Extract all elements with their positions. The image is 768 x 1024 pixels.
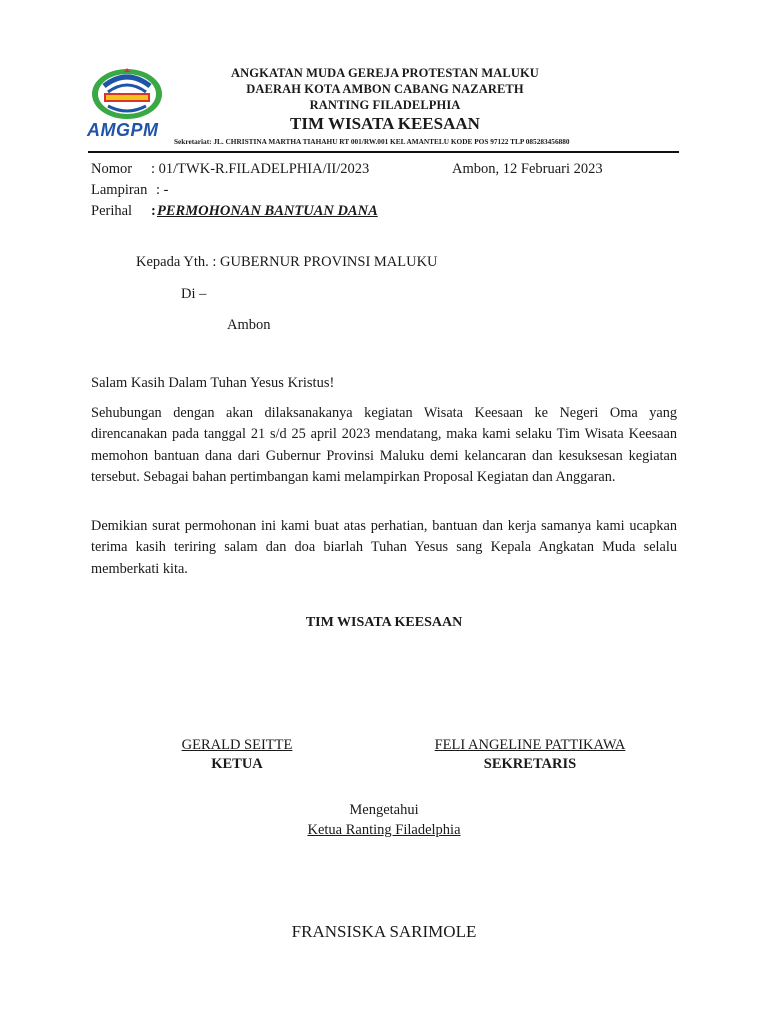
nomor-value: : 01/TWK-R.FILADELPHIA/II/2023: [151, 161, 370, 177]
letter-date: Ambon, 12 Februari 2023: [452, 161, 603, 177]
lampiran-value: : -: [156, 182, 169, 198]
left-signer-role: KETUA: [211, 756, 263, 772]
body-paragraph-2: Demikian surat permohonan ini kami buat atas perhatian, bantuan dan kerja samanya kami ucapkan terima kasih teriring salam dan doa biarlah Tuhan Yesus sang Kepala Angkatan Muda selalu memberkati kita.: [91, 518, 677, 577]
ranting-signer-name: FRANSISKA SARIMOLE: [291, 922, 477, 941]
right-signer-role: SEKRETARIS: [483, 756, 577, 772]
recipient-line: Kepada Yth. : GUBERNUR PROVINSI MALUKU: [136, 254, 438, 270]
logo-wordmark: AMGPM: [87, 120, 159, 140]
perihal-colon: :: [151, 203, 156, 219]
recipient-di: Di –: [181, 286, 207, 302]
perihal-value: PERMOHONAN BANTUAN DANA: [157, 203, 378, 219]
org-line-1: ANGKATAN MUDA GEREJA PROTESTAN MALUKU: [231, 66, 539, 80]
greeting: Salam Kasih Dalam Tuhan Yesus Kristus!: [91, 375, 335, 391]
header-divider: [88, 151, 679, 153]
mengetahui-label: Mengetahui: [349, 802, 419, 818]
ranting-role: Ketua Ranting Filadelphia: [307, 822, 461, 838]
nomor-label: Nomor: [91, 161, 133, 177]
org-line-2: DAERAH KOTA AMBON CABANG NAZARETH: [246, 82, 524, 96]
perihal-label: Perihal: [91, 203, 133, 219]
right-signer-name: FELI ANGELINE PATTIKAWA: [434, 737, 626, 753]
body-paragraph-1: Sehubungan dengan akan dilaksanakanya kegiatan Wisata Keesaan ke Negeri Oma yang direncanakan pada tanggal 21 s/d 25 april 2023 mendatang, maka kami selaku Tim Wisata Keesaan memohon bantuan dana dari Gubernur Provinsi Maluku demi kelancaran dan kesuksesan kegiatan tersebut. Sebagai bahan pertimbangan kami melampirkan Proposal Kegiatan dan Anggaran.: [91, 405, 677, 485]
secretariat-address: Sekretariat: JL. CHRISTINA MARTHA TIAHAHU RT 001/RW.001 KEL AMANTELU KODE POS 97122 TLP 085283456880: [174, 137, 570, 146]
signature-team: TIM WISATA KEESAAN: [305, 615, 463, 630]
amgpm-logo: [84, 66, 174, 148]
org-line-3: RANTING FILADELPHIA: [309, 98, 461, 112]
recipient-city: Ambon: [227, 317, 271, 333]
left-signer-name: GERALD SEITTE: [181, 737, 293, 753]
lampiran-label: Lampiran: [91, 182, 148, 198]
committee-title: TIM WISATA KEESAAN: [290, 114, 480, 133]
amgpm-emblem-icon: [84, 66, 174, 122]
